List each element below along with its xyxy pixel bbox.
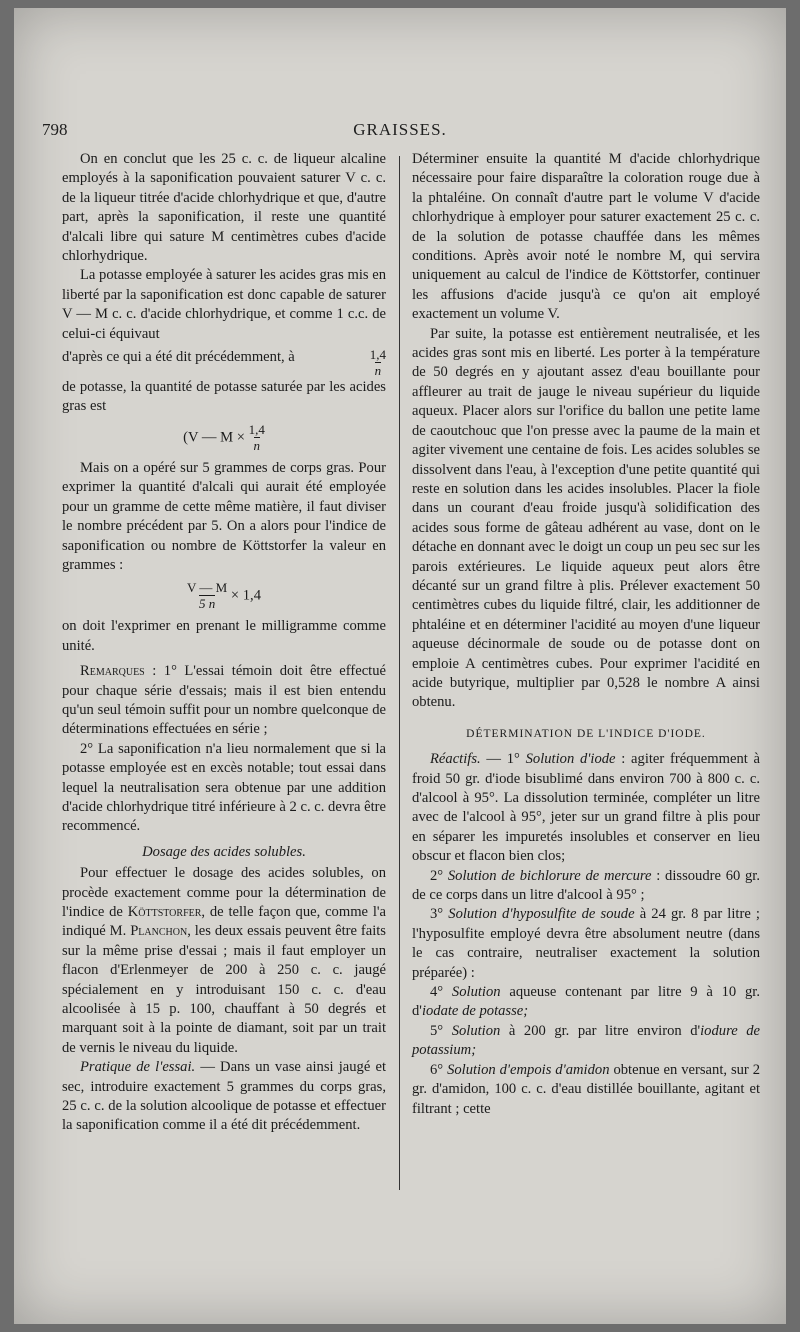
fraction-numerator: V — M bbox=[187, 580, 228, 596]
practice-label: Pratique de l'essai. bbox=[80, 1059, 196, 1076]
remarks-label: Remarques : bbox=[80, 663, 157, 680]
reagent-name: Solution d'empois d'amidon bbox=[447, 1061, 610, 1078]
paragraph bbox=[412, 983, 760, 1022]
paragraph: 2° La saponification n'a lieu normalement que si la potasse employée est en excès notable; tout essai dans lequel la neutralisation sera obtenue par une addition d'acide chlorhydrique titré inférieure à 2 c. c. devra être recommencé. bbox=[62, 740, 386, 835]
formula-left: (V — M × bbox=[183, 429, 245, 446]
paragraph-text: à 200 gr. par litre environ d' bbox=[508, 1022, 701, 1039]
paragraph-text: — Dans un vase ainsi jaugé et sec, introduire exactement 5 grammes du corps gras, 25 c. c. de la solution alcoolique de potasse et effectuer la saponification comme il a été dit précédemment. bbox=[62, 1059, 387, 1134]
paragraph: On en conclut que les 25 c. c. de liqueur alcaline employés à la saponification pouvaient saturer V c. c. de la liqueur titrée d'acide chlorhydrique et que, d'autre part, après la saponification, il reste une quantité d'alcali libre qui sature M centimètres cubes d'acide chlorhydrique. bbox=[62, 151, 386, 265]
paragraph bbox=[412, 867, 760, 906]
paragraph bbox=[412, 1022, 760, 1061]
reagent-name: iodure de potassium; bbox=[412, 1022, 760, 1059]
paragraph-text: 6° bbox=[430, 1061, 444, 1078]
paragraph bbox=[412, 750, 760, 866]
paragraph-text: 5° bbox=[430, 1022, 444, 1039]
paragraph: de potasse, la quantité de potasse saturée par les acides gras est bbox=[62, 379, 386, 415]
running-title: GRAISSES. bbox=[353, 120, 447, 139]
paragraph bbox=[412, 1061, 760, 1119]
fraction bbox=[370, 348, 386, 378]
paragraph: La potasse employée à saturer les acides gras mis en liberté par la saponification est donc capable de saturer V — M c. c. d'acide chlorhydrique, et comme 1 c.c. de celui-ci équivaut bbox=[62, 267, 386, 342]
paragraph-text: , de telle façon que, comme l'a indiqué M. bbox=[62, 904, 386, 940]
fraction-numerator: 1,4 bbox=[248, 421, 265, 437]
paragraph-text: 3° bbox=[430, 906, 444, 923]
fraction bbox=[187, 581, 227, 611]
paragraph-text: 2° bbox=[430, 867, 444, 884]
paragraph-text: : agiter fréquemment à froid 50 gr. d'iode bisublimé dans environ 700 à 800 c. c. d'alcool à 95°. La dissolution terminée, compléter un litre avec de l'alcool à 95°, jeter sur un grand filtre à plis pour en séparer les impuretés insolubles et conserver en lieu obscur et flacon bien clos; bbox=[412, 751, 760, 865]
paragraph: Par suite, la potasse est entièrement neutralisée, et les acides gras sont mis en liberté. Les porter à la température de 50 degrés en y ajoutant assez d'eau bouillante pour affleurer au trait de jauge le niveau supérieur du liquide aqueux. Placer alors sur l'orifice du ballon une petite lame de caoutchouc que l'on presse avec la paume de la main et agiter vivement une centaine de fois. Les acides solubles se dissolvent dans l'eau, à l'exception d'une petite quantité qui reste en solution dans les acides insolubles. Placer la fiole dans un courant d'eau froide jusqu'à solidification des acides sous forme de gâteau adhérent au vase, dont on le détache en donnant avec le doigt un coup un peu sec sur les parois extérieures. Le liquide aqueux peut alors être décanté sur un grand filtre à plis. Prélever exactement 50 centimètres cubes du liquide filtré, clair, les additionner de phtaléine et en déterminer l'acidité au moyen d'une liqueur aqueuse décinormale de soude ou de potasse dont on emploie A centimètres cubes. Pour exprimer l'acidité en acide butyrique, multiplier par 0,528 le nombre A ainsi obtenu. bbox=[412, 325, 760, 711]
paragraph-text: d'après ce qui a été dit précédemment, à bbox=[62, 349, 295, 366]
reagents-label: Réactifs. bbox=[430, 751, 481, 768]
book-page bbox=[14, 8, 786, 1324]
paragraph-text: — 1° bbox=[486, 751, 520, 768]
paragraph bbox=[412, 905, 760, 983]
fraction-denominator: n bbox=[253, 437, 261, 453]
running-header bbox=[42, 120, 758, 144]
formula-right: × 1,4 bbox=[230, 587, 261, 604]
person-name: Planchon bbox=[130, 923, 188, 940]
paragraph-text: aqueuse contenant par litre 9 à 10 gr. d' bbox=[412, 984, 760, 1020]
fraction-numerator: 1,4 bbox=[369, 347, 386, 363]
fraction-denominator: 5 n bbox=[198, 596, 216, 612]
fraction bbox=[249, 423, 265, 453]
paragraph bbox=[62, 662, 386, 740]
reagent-name: iodate de potasse; bbox=[421, 1003, 529, 1020]
paragraph bbox=[62, 1058, 386, 1136]
person-name: Köttstorfer bbox=[127, 904, 202, 920]
paragraph: on doit l'exprimer en prenant le milligramme comme unité. bbox=[62, 618, 386, 654]
reagent-name: Solution d'hyposulfite de soude bbox=[448, 906, 635, 923]
paragraph-text: à 24 gr. 8 par litre ; l'hyposulfite employé devra être absolument neutre (dans le cas contraire, neutraliser exactement la solution préparée) : bbox=[412, 906, 760, 981]
paragraph-text: Pour effectuer le dosage des acides solubles, on procède exactement comme pour la détermination de l'indice de bbox=[62, 865, 386, 920]
paragraph bbox=[62, 347, 386, 379]
reagent-name: Solution de bichlorure de mercure bbox=[447, 867, 652, 884]
section-title: Dosage des acides solubles. bbox=[142, 843, 306, 860]
formula bbox=[62, 581, 386, 611]
fraction-denominator: n bbox=[374, 363, 382, 379]
right-column bbox=[412, 150, 760, 1119]
formula bbox=[62, 423, 386, 453]
paragraph-text: 4° bbox=[430, 984, 444, 1001]
section-heading: DÉTERMINATION DE L'INDICE D'IODE. bbox=[466, 727, 706, 740]
reagent-name: Solution bbox=[451, 1022, 501, 1039]
paragraph: Mais on a opéré sur 5 grammes de corps gras. Pour exprimer la quantité d'alcali qui aurait été employée pour un gramme de cette même matière, il faut diviser le nombre précédent par 5. On a alors pour l'indice de saponification ou nombre de Köttstorfer la valeur en grammes : bbox=[62, 459, 386, 573]
paragraph: Déterminer ensuite la quantité M d'acide chlorhydrique nécessaire pour faire disparaître la coloration rouge due à la phtaléine. On connaît d'autre part le volume V d'acide chlorhydrique à employer pour saturer exactement 25 c. c. de la solution de potasse chauffée dans les mêmes conditions. Après avoir noté le nombre M, qui servira uniquement au calcul de l'indice de Köttstorfer, continuer les affusions d'acide jusqu'à ce qu'on ait employé exactement un volume V. bbox=[412, 151, 760, 323]
paragraph bbox=[62, 864, 386, 1058]
paragraph-text: obtenue en versant, sur 2 gr. d'amidon, 100 c. c. d'eau distillée bouillante, agitant et filtrant ; cette bbox=[412, 1061, 760, 1117]
paragraph-text: : dissoudre 60 gr. de ce corps dans un litre d'alcool à 95° ; bbox=[412, 867, 760, 904]
reagent-name: Solution bbox=[451, 984, 501, 1001]
paragraph-text: , les deux essais peuvent être faits sur la même prise d'essai ; mais il faut employer un flacon d'Erlenmeyer de 200 à 250 c. c. jaugé spécialement en y introduisant 150 c. c. d'eau alcoolisée à 15 p. 100, chauffant à 50 degrés et marquant soit à la pointe de diamant, soit par un trait de vernis le niveau du liquide. bbox=[62, 923, 386, 1056]
left-column bbox=[62, 150, 386, 1136]
page-number: 798 bbox=[42, 120, 68, 139]
column-divider bbox=[399, 156, 400, 1190]
paragraph-text: 1° L'essai témoin doit être effectué pour chaque série d'essais; mais il est bien entendu qu'un seul témoin suffit pour un nombre quelconque de déterminations effectuées en série ; bbox=[62, 663, 387, 738]
reagent-name: Solution d'iode bbox=[525, 751, 616, 768]
